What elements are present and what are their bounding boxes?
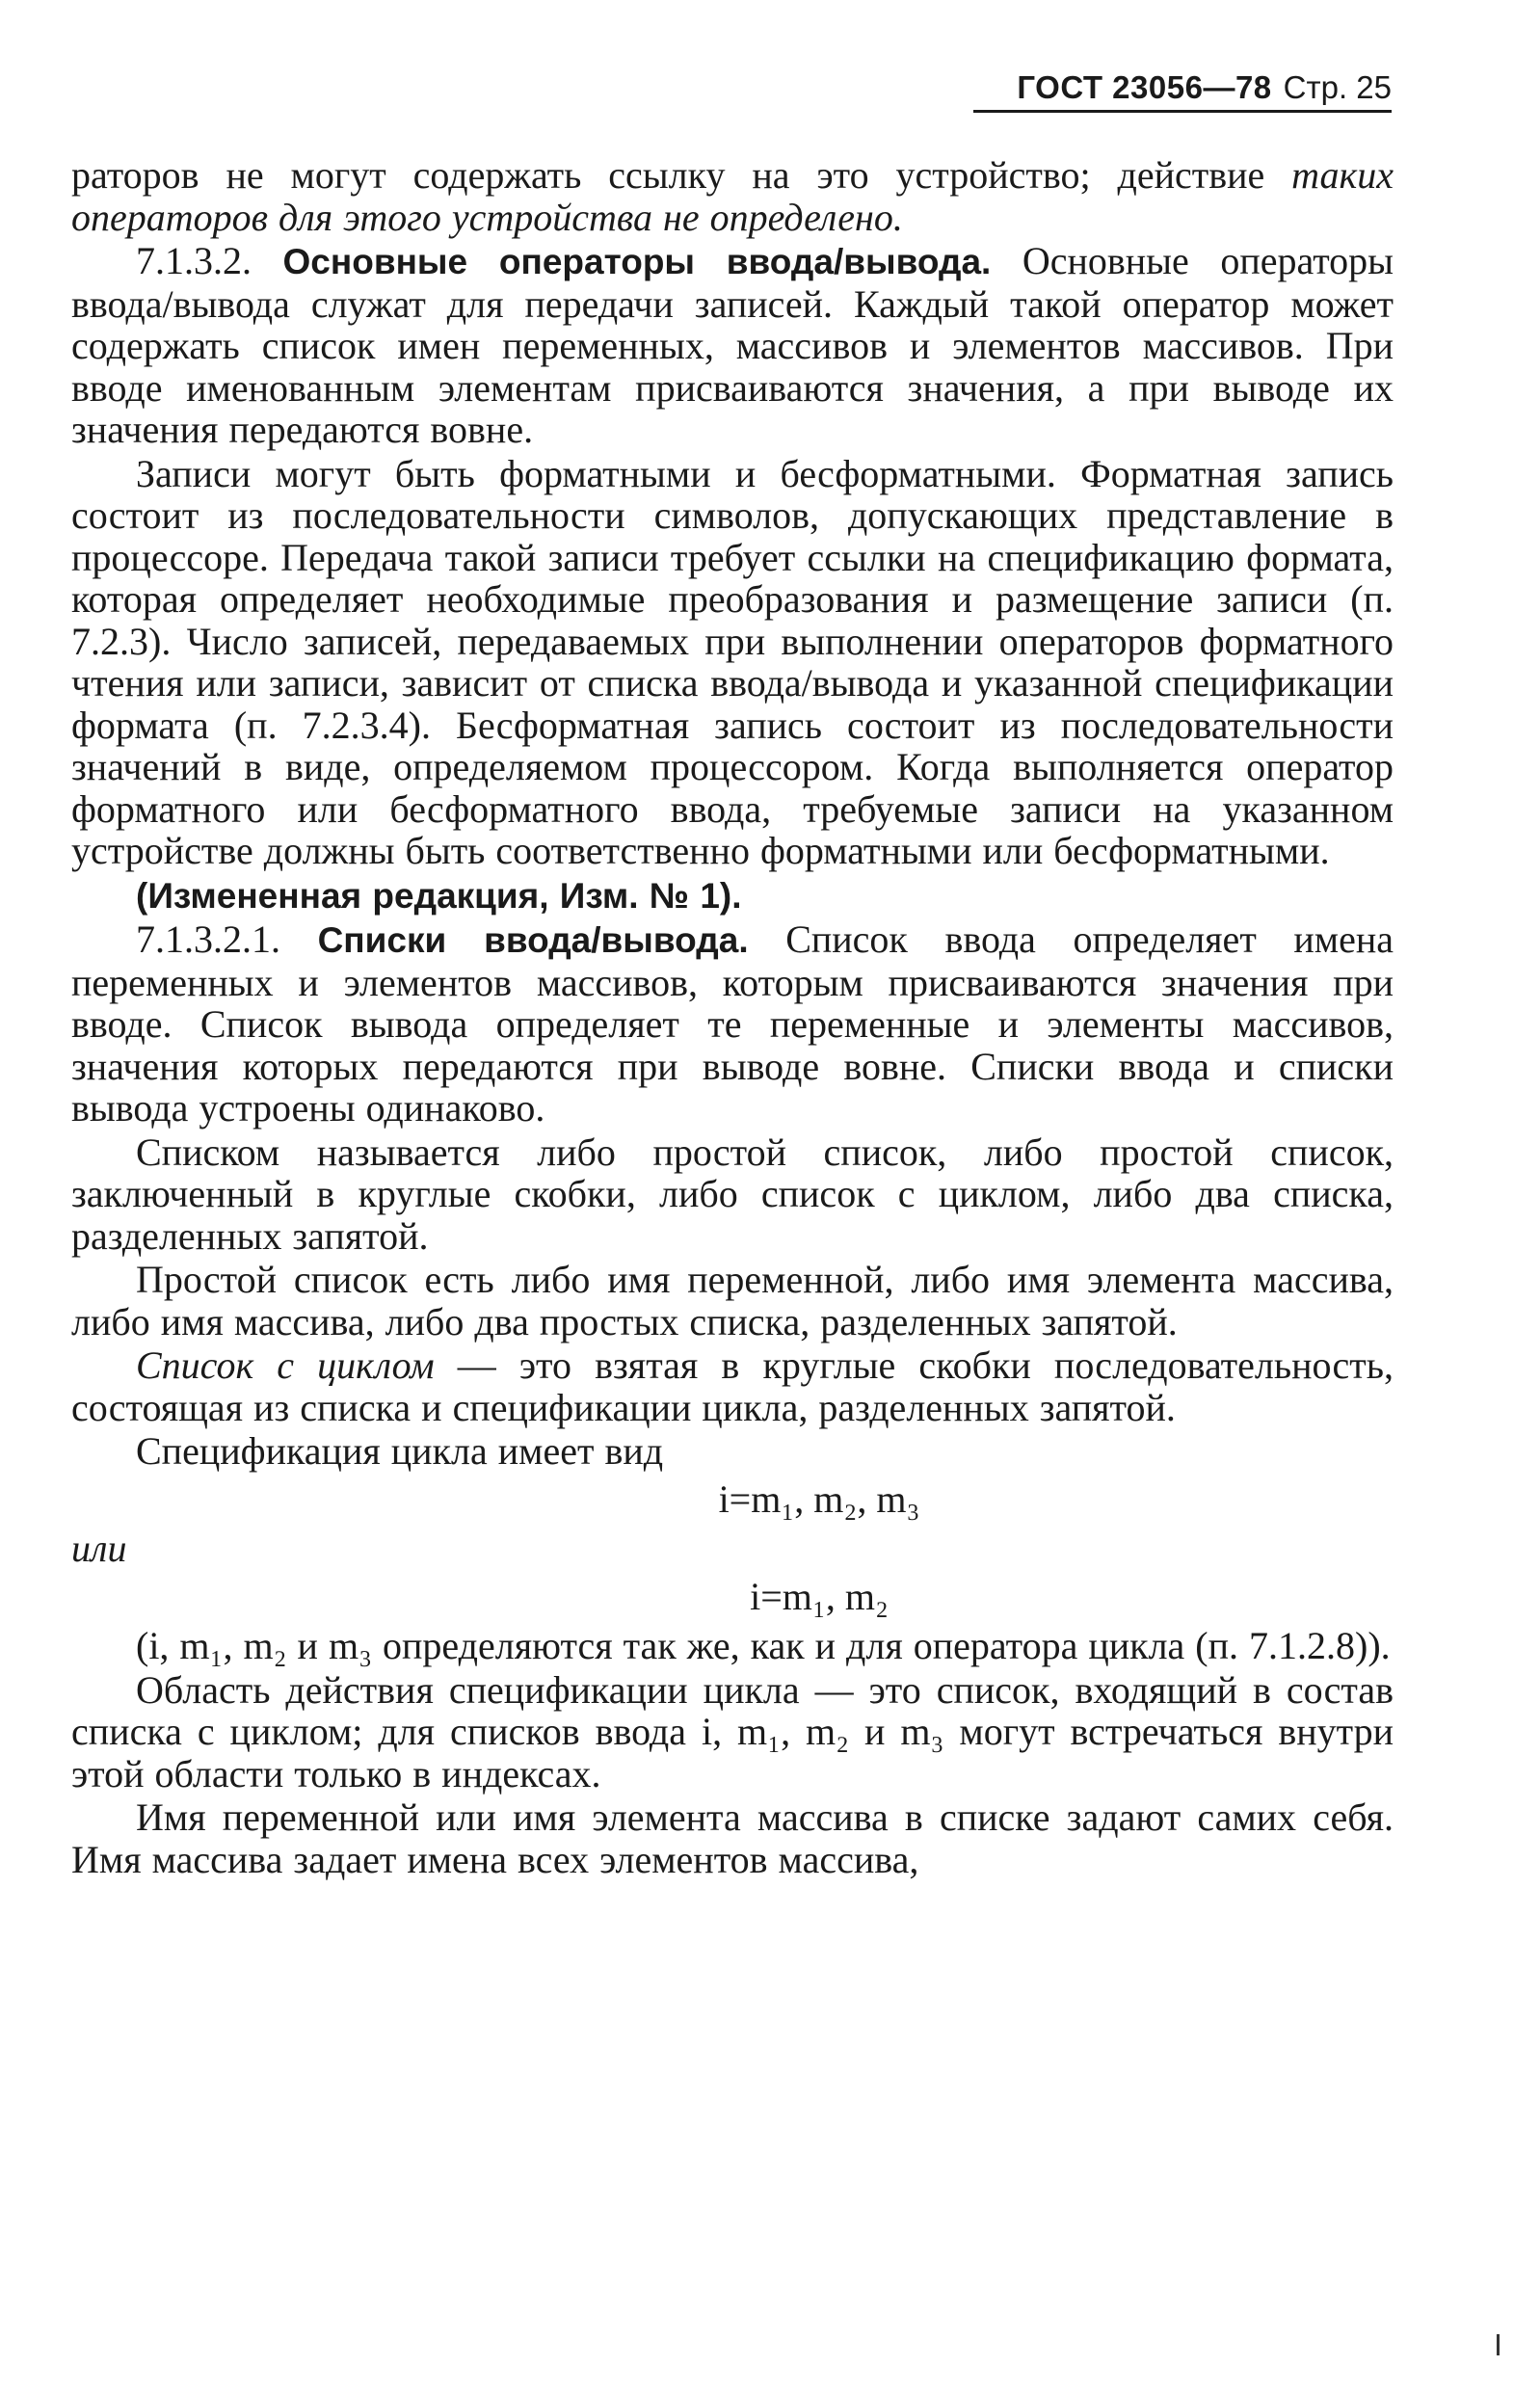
subsection-number: 7.1.3.2.1. xyxy=(136,917,280,961)
paragraph-1 xyxy=(71,154,1394,238)
section-heading: Основные операторы ввода/вывода. xyxy=(282,242,992,281)
section-7-1-3-2-1 xyxy=(71,918,1394,1130)
subsection-text: Список ввода определяет имена переменных и элементов массивов, которым присваиваются значения при вводе. Список вывода определяет те переменные и элементы массивов, значения которых передаются при выводе вовне. Списки ввода и списки вывода устроены одинаково. xyxy=(71,917,1394,1130)
formula-1: i=m₁, m₂, m₃ xyxy=(718,1476,920,1521)
cycle-list-term: Список с циклом xyxy=(136,1343,435,1387)
paragraph-cycle-spec: Спецификация цикла имеет вид xyxy=(136,1429,664,1473)
standard-number: ГОСТ 23056—78 xyxy=(1017,69,1272,105)
paragraph-records: Записи могут быть форматными и бесформатными. Форматная запись состоит из последовательности символов, допускающих представление в процессоре. Передача такой записи требует ссылки на спецификацию формата, которая определяет необходимые преобразования и размещение записи (п. 7.2.3). Число записей, передаваемых при выполнении операторов форматного чтения или записи, зависит от списка ввода/вывода и указанной спецификации формата (п. 7.2.3.4). Бесформатная запись состоит из последовательности значений в виде, определяемом процессором. Когда выполняется оператор форматного или бесформатного ввода, требуемые записи на указанном устройстве должны быть соответственно форматными или бесформатными. xyxy=(71,451,1394,872)
subsection-heading: Списки ввода/вывода. xyxy=(317,920,749,960)
section-text: Основные операторы ввода/вывода служат для передачи записей. Каждый такой оператор может содержать список имен переменных, массивов и элементов массивов. При вводе именованным элементам присваиваются значения, а при выводе их значения передаются вовне. xyxy=(71,239,1394,451)
paragraph-parameters: (i, m₁, m₂ и m₃ определяются так же, как и для оператора цикла (п. 7.1.2.8)). xyxy=(136,1624,1391,1667)
body-text xyxy=(71,154,1394,1880)
formula-2: i=m₁, m₂ xyxy=(750,1574,889,1618)
cycle-list-text: — это взятая в круглые скобки последовательность, состоящая из списка и спецификации цикла, разделенных запятой. xyxy=(71,1343,1394,1429)
page-number: Стр. 25 xyxy=(1283,69,1392,105)
paragraph-list-definition: Списком называется либо простой список, либо простой список, заключенный в круглые скобки, либо список с циклом, либо два списка, разделенных запятой. xyxy=(71,1130,1394,1258)
revision-note xyxy=(71,874,1394,917)
paragraph-1-text: раторов не могут содержать ссылку на это устройство; действие xyxy=(71,153,1265,197)
scan-mark xyxy=(1497,2334,1500,2355)
paragraph-1-italic: таких операторов для этого устройства не определено. xyxy=(71,153,1394,239)
paragraph-scope: Область действия спецификации цикла — это список, входящий в состав списка с циклом; для списков ввода i, m₁, m₂ и m₃ могут встречаться внутри этой области только в индексах. xyxy=(71,1667,1394,1795)
paragraph-cycle-list xyxy=(71,1344,1394,1428)
section-number: 7.1.3.2. xyxy=(136,239,252,282)
paragraph-names: Имя переменной или имя элемента массива в списке задают самих себя. Имя массива задает имена всех элементов массива, xyxy=(71,1795,1394,1881)
or-label: или xyxy=(71,1527,127,1570)
revision-note-text: (Измененная редакция, Изм. № 1). xyxy=(136,875,742,916)
paragraph-simple-list: Простой список есть либо имя переменной, либо имя элемента массива, либо имя массива, либо два простых списка, разделенных запятой. xyxy=(71,1258,1394,1343)
section-7-1-3-2 xyxy=(71,240,1394,451)
page-header xyxy=(973,69,1392,113)
